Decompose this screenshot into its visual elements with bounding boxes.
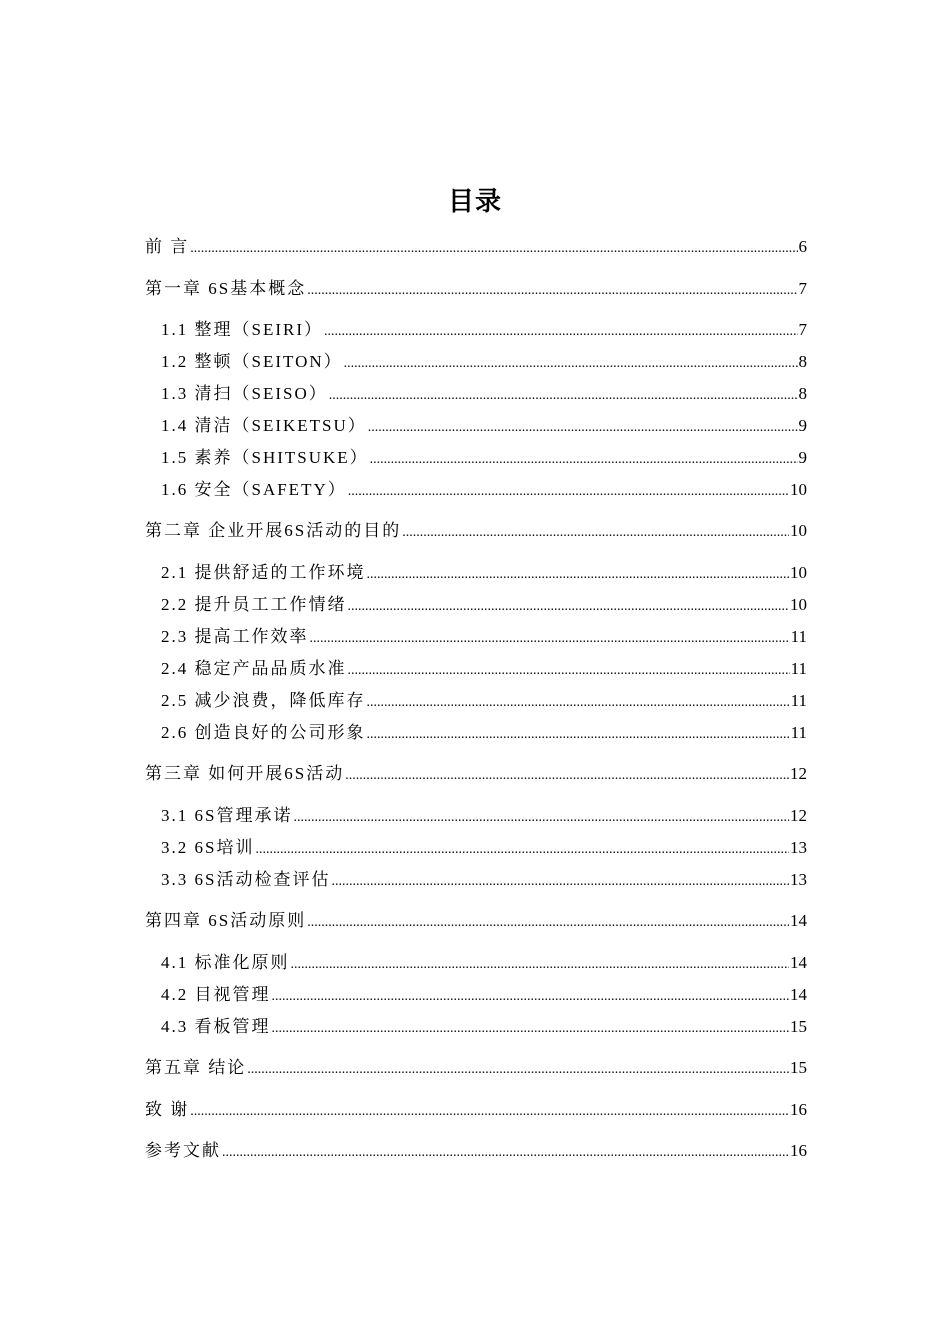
toc-entry-label: 1.3 清扫（SEISO） [161, 384, 328, 403]
toc-entry-label: 3.1 6S管理承诺 [161, 806, 293, 825]
toc-dot-leader [370, 448, 798, 472]
toc-entry-label: 第四章 6S活动原则 [145, 911, 307, 930]
toc-dot-leader [272, 1017, 790, 1041]
toc-dot-leader [291, 953, 790, 977]
toc-page-number: 10 [790, 480, 807, 499]
toc-page-number: 15 [790, 1017, 807, 1036]
toc-entry-section-3-3[interactable] [161, 868, 807, 892]
toc-dot-leader [222, 1141, 789, 1165]
toc-dot-leader [324, 320, 798, 344]
toc-entry-label: 1.5 素养（SHITSUKE） [161, 448, 369, 467]
toc-entry-label: 4.1 标准化原则 [161, 953, 290, 972]
toc-dot-leader [345, 764, 789, 788]
toc-page-number: 10 [790, 521, 807, 540]
toc-entry-chapter-5[interactable] [145, 1056, 807, 1080]
toc-dot-leader [367, 563, 790, 587]
toc-entry-chapter-2[interactable] [145, 519, 807, 543]
toc-entry-label: 2.5 减少浪费，降低库存 [161, 691, 366, 710]
toc-page-number: 8 [798, 384, 807, 403]
toc-dot-leader [190, 237, 797, 261]
toc-dot-leader [402, 521, 789, 545]
page-title: 目录 [447, 187, 502, 216]
toc-page-number: 7 [798, 279, 807, 298]
toc-entry-label: 第一章 6S基本概念 [145, 279, 307, 298]
toc-entry-references[interactable] [145, 1139, 807, 1163]
toc-entry-label: 3.2 6S培训 [161, 838, 255, 857]
toc-entry-section-1-6[interactable] [161, 478, 807, 502]
toc-entry-label: 1.4 清洁（SEIKETSU） [161, 416, 367, 435]
toc-page-number: 11 [790, 627, 807, 646]
toc-entry-section-1-5[interactable] [161, 446, 807, 470]
toc-entry-section-2-5[interactable] [161, 689, 807, 713]
toc-dot-leader [247, 1058, 789, 1082]
toc-entry-section-2-2[interactable] [161, 593, 807, 617]
toc-page-number: 10 [790, 563, 807, 582]
toc-page-number: 15 [790, 1058, 807, 1077]
toc-dot-leader [368, 416, 798, 440]
toc-page-number: 16 [790, 1100, 807, 1119]
toc-page-number: 16 [790, 1141, 807, 1160]
toc-dot-leader [348, 480, 789, 504]
toc-page-number: 13 [790, 870, 807, 889]
toc-dot-leader [310, 627, 790, 651]
toc-page-number: 9 [798, 416, 807, 435]
toc-page-number: 14 [790, 985, 807, 1004]
toc-page-number: 12 [790, 764, 807, 783]
toc-dot-leader [348, 659, 790, 683]
toc-entry-label: 1.2 整顿（SEITON） [161, 352, 343, 371]
toc-page-number: 6 [798, 237, 807, 256]
toc-dot-leader [272, 985, 790, 1009]
toc-dot-leader [307, 279, 797, 303]
toc-entry-section-2-1[interactable] [161, 561, 807, 585]
toc-entry-section-4-3[interactable] [161, 1015, 807, 1039]
toc-entry-label: 致 谢 [145, 1100, 190, 1119]
toc-entry-section-1-4[interactable] [161, 414, 807, 438]
toc-dot-leader [367, 723, 790, 747]
toc-page-number: 10 [790, 595, 807, 614]
toc-entry-section-1-3[interactable] [161, 382, 807, 406]
toc-dot-leader [307, 911, 789, 935]
toc-entry-section-2-3[interactable] [161, 625, 807, 649]
toc-page-number: 14 [790, 953, 807, 972]
toc-entry-label: 2.6 创造良好的公司形象 [161, 723, 366, 742]
toc-entry-section-4-2[interactable] [161, 983, 807, 1007]
toc-entry-label: 前 言 [145, 237, 190, 256]
toc-entry-chapter-3[interactable] [145, 762, 807, 786]
toc-entry-label: 2.4 稳定产品品质水准 [161, 659, 347, 678]
toc-entry-label: 3.3 6S活动检查评估 [161, 870, 331, 889]
toc-page-number: 8 [798, 352, 807, 371]
toc-entry-preface[interactable] [145, 235, 807, 259]
toc-entry-label: 2.2 提升员工工作情绪 [161, 595, 347, 614]
toc-entry-label: 4.2 目视管理 [161, 985, 271, 1004]
toc-dot-leader [190, 1100, 789, 1124]
toc-dot-leader [255, 838, 789, 862]
toc-dot-leader [293, 806, 789, 830]
toc-page-number: 7 [798, 320, 807, 339]
toc-page-number: 14 [790, 911, 807, 930]
toc-entry-label: 2.1 提供舒适的工作环境 [161, 563, 366, 582]
toc-entry-label: 1.1 整理（SEIRI） [161, 320, 323, 339]
toc-page-number: 11 [790, 723, 807, 742]
toc-entry-acknowledgements[interactable] [145, 1098, 807, 1122]
toc-entry-chapter-4[interactable] [145, 909, 807, 933]
toc-dot-leader [367, 691, 790, 715]
toc-entry-section-2-4[interactable] [161, 657, 807, 681]
toc-dot-leader [348, 595, 790, 619]
toc-entry-section-1-1[interactable] [161, 318, 807, 342]
toc-entry-section-3-1[interactable] [161, 804, 807, 828]
toc-dot-leader [344, 352, 798, 376]
toc-page-number: 12 [790, 806, 807, 825]
toc-entry-section-1-2[interactable] [161, 350, 807, 374]
toc-dot-leader [329, 384, 798, 408]
toc-entry-label: 2.3 提高工作效率 [161, 627, 309, 646]
toc-entry-section-2-6[interactable] [161, 721, 807, 745]
toc-page-number: 9 [798, 448, 807, 467]
toc-entry-label: 第二章 企业开展6S活动的目的 [145, 521, 402, 540]
toc-dot-leader [331, 870, 789, 894]
toc-page-number: 11 [790, 691, 807, 710]
toc-entry-label: 4.3 看板管理 [161, 1017, 271, 1036]
toc-entry-label: 第五章 结论 [145, 1058, 247, 1077]
toc-entry-label: 参考文献 [145, 1141, 221, 1160]
toc-entry-section-3-2[interactable] [161, 836, 807, 860]
toc-entry-label: 1.6 安全（SAFETY） [161, 480, 347, 499]
toc-page-number: 11 [790, 659, 807, 678]
toc-entry-section-4-1[interactable] [161, 951, 807, 975]
toc-page-number: 13 [790, 838, 807, 857]
toc-entry-chapter-1[interactable] [145, 277, 807, 301]
toc-entry-label: 第三章 如何开展6S活动 [145, 764, 345, 783]
